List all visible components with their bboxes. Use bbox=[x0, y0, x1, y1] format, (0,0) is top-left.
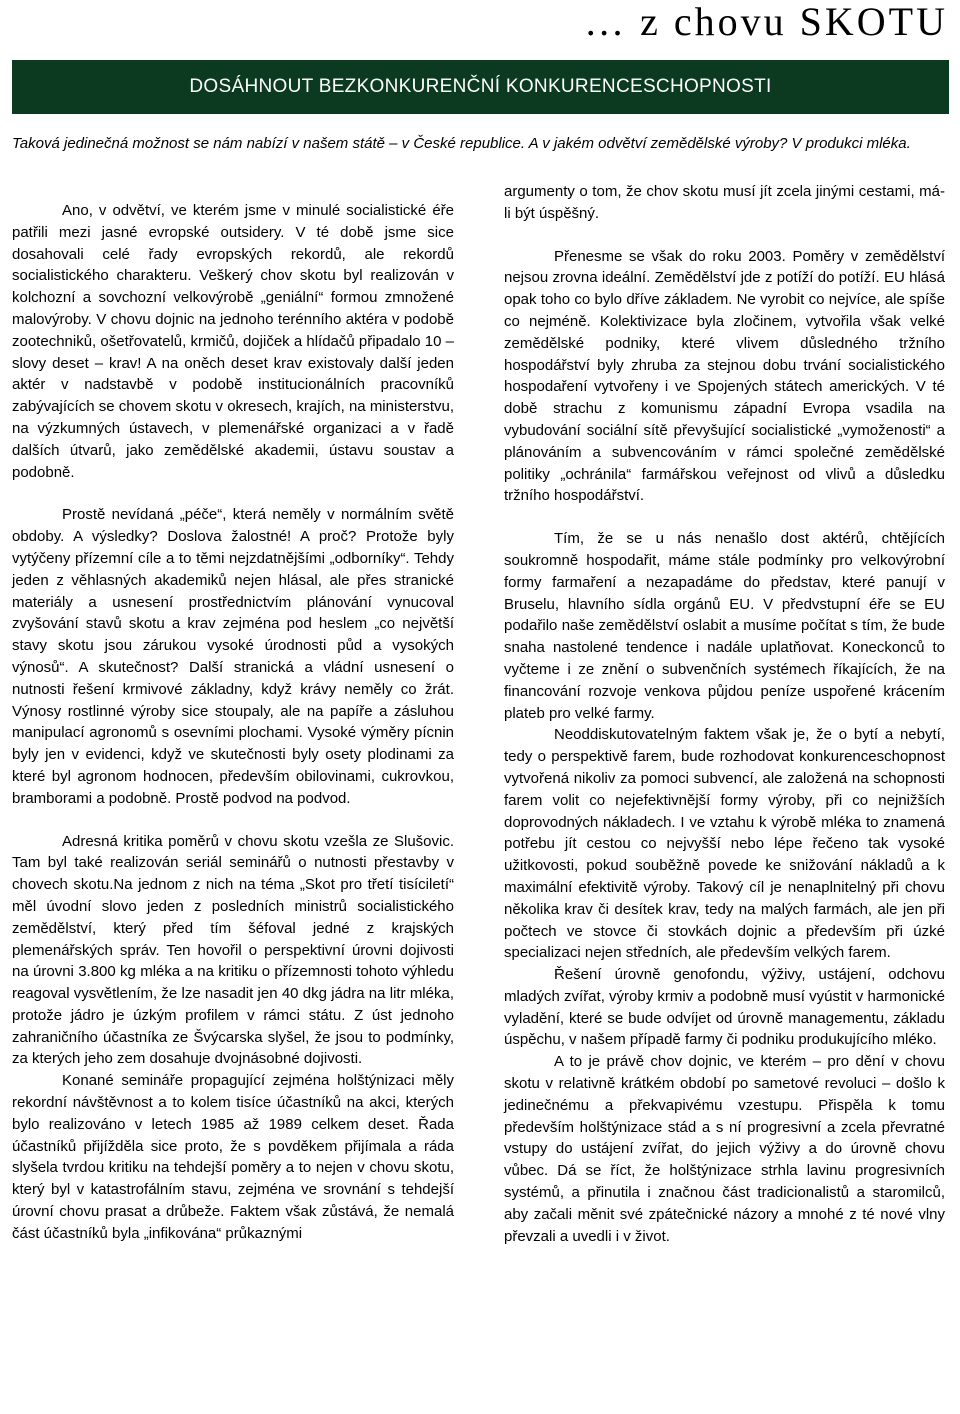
right-column bbox=[504, 181, 945, 1247]
right-paragraph-6: A to je právě chov dojnic, ve kterém – pro dění v chovu skotu v relativně krátkém období po sametové revoluci – došlo k jedinečnému a překvapivému vzestupu. Přispěla k tomu především holštýnizace stád a s ní progresivní a zcela převratné vstupy do ustájení zvířat, do jejich výživy a do úrovně chovu vůbec. Dá se říct, že holštýnizace strhla lavinu progresivních systémů, a přinutila i značnou část tradicionalistů a staromilců, aby začali měnit své zpátečnické názory a mnohé z té nové vlny převzali a uvedli i v život. bbox=[504, 1053, 945, 1245]
headline-text: DOSÁHNOUT BEZKONKURENČNÍ KONKURENCESCHOPNOSTI bbox=[189, 76, 772, 97]
right-paragraph-4: Neoddiskutovatelným faktem však je, že o bytí a nebytí, tedy o perspektivě farem, bude rozhodovat konkurenceschopnost vytvořená nikoliv za pomoci subvencí, ale založená na schopnosti farem volit co nejefektivnější formy výroby, při co nejnižších doprovodných nákladech. I ve vztahu k výrobě mléka to znamená potřebu jít cestou co nejvyšší nebo lépe řečeno tak vysoké užitkovosti, pokud souběžně povede ke snižování nákladů a k maximální efektivitě výroby. Takový cíl je nenaplnitelný při chovu několika krav či desítek krav, tedy na malých farmách, ale jen při počtech ve stovce či stovkách dojnic a především při úzké specializaci nejen středních, ale především velkých farem. bbox=[504, 726, 945, 962]
left-paragraph-3: Adresná kritika poměrů v chovu skotu vzešla ze Slušovic. Tam byl také realizován seriál seminářů o nutnosti přestavby v chovech skotu.Na jednom z nich na téma „Skot pro třetí tisíciletí“ měl úvodní slovo jeden z posledních ministrů socialistického zemědělství, který před tím šéfoval jedné z krajských plemenářských správ. Ten hovořil o perspektivní úrovni dojivosti na úrovni 3.800 kg mléka a na kritiku o přízemnosti tohoto výhledu reagoval vysvětlením, že lze nasadit jen 40 dkg jádra na litr mléka, protože jádro je úzkým profilem v rámci státu. Z úst jednoho zahraničního účastníka ze Švýcarska slyšel, že jsou to podmínky, za kterých jeho zem dosahuje dvojnásobné dojivosti. bbox=[12, 832, 454, 1068]
headline-banner bbox=[12, 60, 949, 114]
right-paragraph-1: argumenty o tom, že chov skotu musí jít zcela jinými cestami, má-li být úspěšný. bbox=[504, 183, 945, 222]
left-paragraph-2: Prostě nevídaná „péče“, která neměly v normálním světě obdoby. A výsledky? Doslova žalostné! A proč? Protože byly vytýčeny přízemní cíle a to těmi nejzdatnějšími „odborníky“. Tehdy jeden z věhlasných akademiků nejen hlásal, ale přes stranické materiály a usnesení prostřednictvím plánování vynucoval zvyšování stavů skotu a krav zejména pod heslem „co největší stavy skotu jsou zárukou vysoké úrodnosti půd a vysokých výnosů“. A skutečnost? Další stranická a vládní usnesení o nutnosti řešení krmivové základny, když krávy neměly co žrát. Výnosy rostlinné výroby sice stoupaly, ale na papíře a zásluhou manipulací agronomů s osevními plochami. Vysoké výměry pícnin byly jen v evidenci, když ve skutečnosti byly osety plodinami za které byl agronom hodnocen, především obilovinami, cukrovkou, bramborami a podobně. Prostě podvod na podvod. bbox=[12, 506, 454, 807]
right-paragraph-2: Přenesme se však do roku 2003. Poměry v zemědělství nejsou zrovna ideální. Zemědělství jde z potíží do potíží. EU hlásá opak toho co bylo dříve základem. Ne vyrobit co nejvíce, ale spíše co nejméně. Kolektivizace byla zločinem, vytvořila však velké zemědělské podniky, které vlivem důsledného tržního hospodářství byly zhruba za stejnou dobu trvání socialistického hospodaření vytvořeny i ve Spojených státech amerických. V té době strachu z komunismu západní Evropa vsadila na vybudování sociální sítě převyšující socialistické „vymoženosti“ a plánováním a subvencováním v rámci společné zemědělské politiky „ochránila“ farmářskou veřejnost od vlivů a důsledku tržního hospodářství. bbox=[504, 247, 945, 505]
intro-paragraph: Taková jedinečná možnost se nám nabízí v našem státě – v České republice. A v jakém odvětví zemědělské výroby? V produkci mléka. bbox=[12, 135, 911, 152]
right-paragraph-5: Řešení úrovně genofondu, výživy, ustájení, odchovu mladých zvířat, výroby krmiv a podobně musí vyústit v harmonické vyladění, které se bude odvíjet od úrovně managementu, základu úspěchu, v našem případě farmy či podniku produkujícího mléko. bbox=[504, 966, 945, 1049]
left-paragraph-1: Ano, v odvětví, ve kterém jsme v minulé socialistické éře patřili mezi jasné evropské outsidery. V té době jsme sice dosahovali celé řady evropských rekordů, ale rekordů socialistického charakteru. Veškerý chov skotu byl realizován v kolchozní a sovchozní velkovýrobě „geniální“ formou zmnožené malovýroby. V chovu dojnic na jednoho terénního aktéra v podobě zootechniků, ošetřovatelů, krmičů, dojiček a hlídačů připadalo 10 – slovy deset – krav! A na oněch deset krav existovaly další jeden aktér v nadstavbě v podobě institucionálních pracovníků zabývajících se chovem skotu v okresech, krajích, na ministerstvu, na výzkumných ústavech, v plemenářské organizaci a v řadě dalších útvarů, jako zemědělské akademii, ústavu soustav a podobně. bbox=[12, 202, 454, 481]
left-column bbox=[12, 200, 454, 1245]
page-header-title: … z chovu SKOTU bbox=[584, 0, 948, 44]
right-paragraph-3: Tím, že se u nás nenašlo dost aktérů, chtějících soukromně hospodařit, máme stále podmínky pro velkovýrobní formy farmaření a nezapadáme do představ, které panují v Bruselu, hlavního sídla orgánů EU. V předvstupní éře se EU podařilo naše zemědělství oslabit a musíme počítat s tím, že bude snaha nastolené tendence i nadále uplatňovat. Koneckonců to vyčteme i ze znění o subvenčních systémech říkajících, že na financování rozvoje venkova půjdou peníze uspořené krácením plateb pro velké farmy. bbox=[504, 530, 945, 722]
left-paragraph-4: Konané semináře propagující zejména holštýnizaci měly rekordní návštěvnost a to kolem tisíce účastníků na akci, kterých bylo realizováno v letech 1985 až 1989 celkem deset. Řada účastníků přijížděla sice proto, že s povděkem přijímala a ráda slyšela tvrdou kritiku na tehdejší poměry a to nejen v chovu skotu, který byl v katastrofálním stavu, zejména ve srovnání s tehdejší úrovní chovu prasat a drůbeže. Faktem však zůstává, že nemalá část účastníků byla „infikována“ průkaznými bbox=[12, 1072, 454, 1242]
